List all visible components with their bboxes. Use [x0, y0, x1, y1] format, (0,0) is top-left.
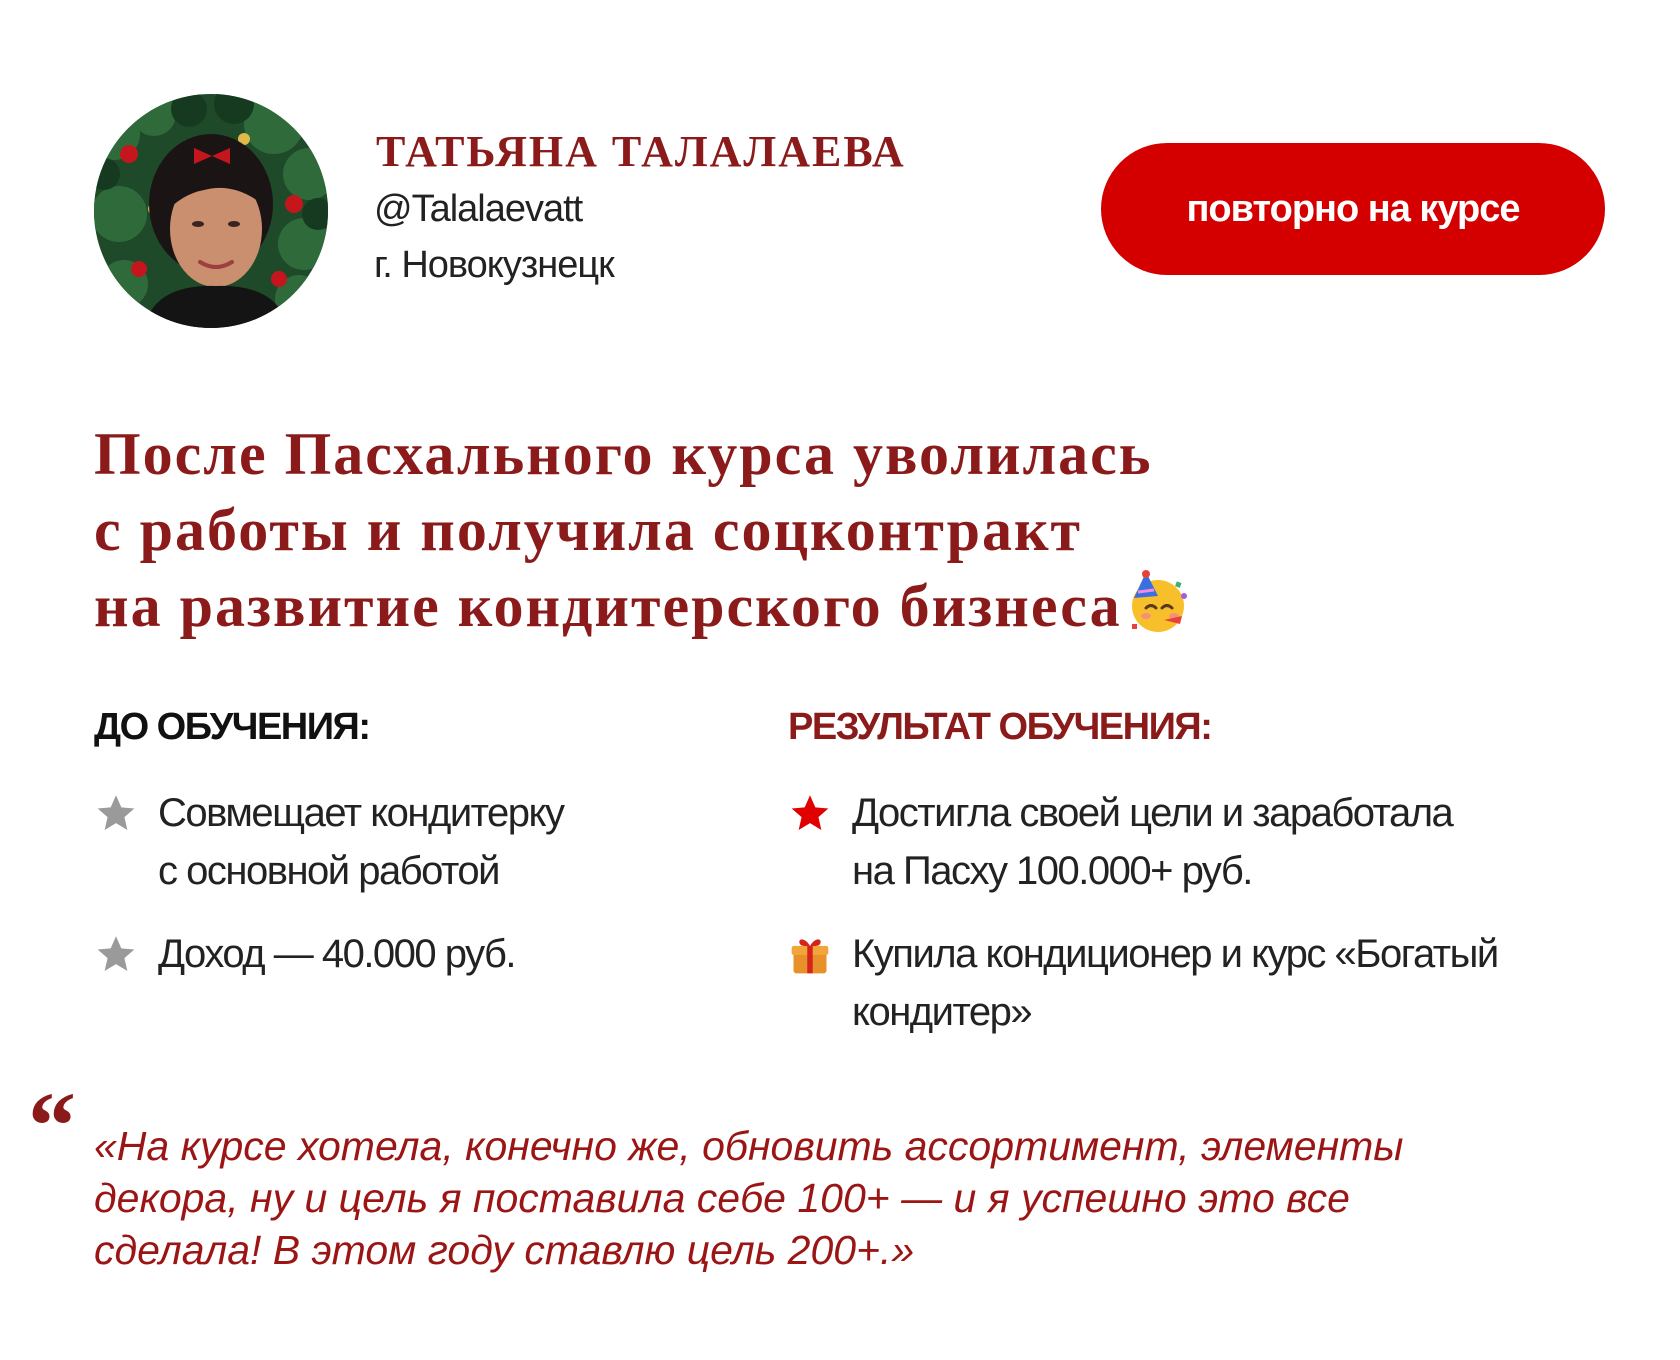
headline: [94, 416, 1614, 644]
result-item-2-line-1: Купила кондиционер и курс «Богатый: [852, 932, 1498, 976]
testimonial-quote: [94, 1120, 1614, 1276]
result-item-2-text: [852, 925, 1498, 1041]
quote-line-2: декора, ну и цель я поставила себе 100+ — и я успешно это все: [94, 1175, 1350, 1221]
profile-city: г. Новокузнецк: [374, 244, 614, 286]
headline-line-3-text: на развитие кондитерского бизнеса: [94, 573, 1122, 639]
repeat-course-button[interactable]: повторно на курсе: [1101, 143, 1605, 275]
before-title: ДО ОБУЧЕНИЯ:: [94, 706, 370, 748]
before-item-2: [94, 925, 515, 983]
quote-line-1: «На курсе хотела, конечно же, обновить ассортимент, элементы: [94, 1123, 1404, 1169]
result-item-1-text: [852, 784, 1452, 900]
gift-icon: [788, 933, 832, 977]
avatar-photo: [94, 94, 328, 328]
before-item-2-text: [158, 925, 515, 983]
result-title: РЕЗУЛЬТАТ ОБУЧЕНИЯ:: [788, 706, 1212, 748]
before-item-1-line-2: с основной работой: [158, 849, 499, 893]
result-item-1: [788, 784, 1452, 900]
result-item-2: [788, 925, 1498, 1041]
before-item-1: [94, 784, 563, 900]
star-gray-icon: [94, 792, 138, 836]
headline-line-2: с работы и получила соцконтракт: [94, 497, 1082, 563]
result-item-1-line-2: на Пасху 100.000+ руб.: [852, 849, 1252, 893]
before-item-2-line-1: Доход — 40.000 руб.: [158, 932, 516, 976]
avatar: [94, 94, 328, 328]
profile-name: ТАТЬЯНА ТАЛАЛАЕВА: [376, 127, 906, 176]
result-item-1-line-1: Достигла своей цели и заработала: [852, 791, 1453, 835]
partying-face-icon: [1124, 568, 1192, 636]
headline-line-1: После Пасхального курса уволилась: [94, 421, 1153, 487]
before-item-1-line-1: Совмещает кондитерку: [158, 791, 564, 835]
quote-mark-icon: “: [28, 1072, 76, 1179]
star-red-icon: [788, 792, 832, 836]
headline-line-3: [94, 568, 1614, 644]
star-gray-icon: [94, 933, 138, 977]
result-item-2-line-2: кондитер»: [852, 990, 1032, 1034]
before-item-1-text: [158, 784, 563, 900]
profile-handle[interactable]: @Talalaevatt: [374, 188, 583, 230]
quote-line-3: сделала! В этом году ставлю цель 200+.»: [94, 1227, 915, 1273]
